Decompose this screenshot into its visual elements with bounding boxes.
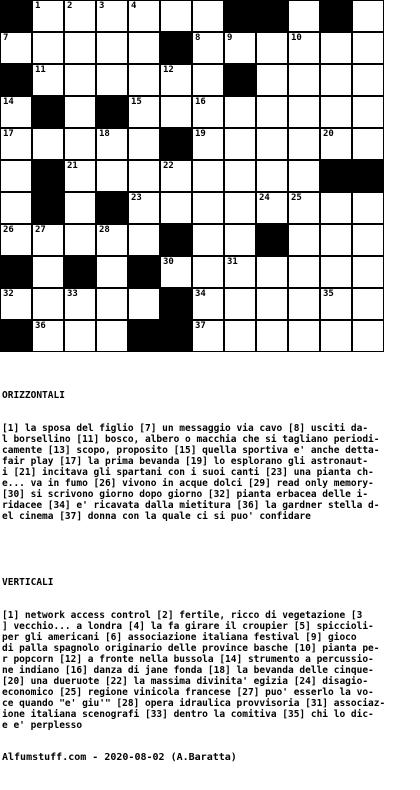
- clue-number: 24: [259, 193, 270, 203]
- black-cell: [64, 256, 96, 288]
- grid-cell[interactable]: [0, 224, 32, 256]
- clue-number: 14: [3, 97, 14, 107]
- across-heading: ORIZZONTALI: [2, 390, 65, 401]
- grid-cell[interactable]: [288, 192, 320, 224]
- clue-number: 28: [99, 225, 110, 235]
- grid-cell[interactable]: [352, 64, 384, 96]
- clue-number: 7: [3, 33, 9, 43]
- grid-cell[interactable]: [64, 64, 96, 96]
- grid-cell[interactable]: [96, 320, 128, 352]
- clue-line: [20] una dueruote [22] la massima divinita' egizia [24] disagio-: [2, 676, 369, 687]
- grid-cell[interactable]: [160, 96, 192, 128]
- crossword-grid: [0, 0, 354, 354]
- down-clues: [2, 610, 418, 731]
- grid-cell[interactable]: [288, 96, 320, 128]
- grid-cell[interactable]: [64, 0, 96, 32]
- grid-cell[interactable]: [288, 128, 320, 160]
- grid-cell[interactable]: [32, 256, 64, 288]
- clue-line: [1] la sposa del figlio [7] un messaggio via cavo [8] usciti da-: [2, 423, 369, 434]
- grid-cell[interactable]: [0, 128, 32, 160]
- black-cell: [160, 128, 192, 160]
- grid-cell[interactable]: [192, 0, 224, 32]
- clue-line: di palla spagnolo originario delle province basche [10] pianta pe-: [2, 643, 380, 654]
- black-cell: [160, 32, 192, 64]
- clue-number: 11: [35, 65, 46, 75]
- black-cell: [320, 160, 352, 192]
- grid-cell[interactable]: [32, 128, 64, 160]
- footer-credit: Alfumstuff.com - 2020-08-02 (A.Baratta): [2, 752, 237, 763]
- grid-cell[interactable]: [352, 32, 384, 64]
- clue-line: r popcorn [12] a fronte nella bussola [14] strumento a percussio-: [2, 654, 374, 665]
- black-cell: [32, 96, 64, 128]
- grid-cell[interactable]: [288, 64, 320, 96]
- clue-number: 35: [323, 289, 334, 299]
- grid-cell[interactable]: [96, 0, 128, 32]
- clue-line: e... va in fumo [26] vivono in acque dolci [29] read only memory-: [2, 478, 374, 489]
- grid-cell[interactable]: [288, 288, 320, 320]
- grid-cell[interactable]: [288, 224, 320, 256]
- clue-line: per gli americani [6] associazione italiana festival [9] gioco: [2, 632, 357, 643]
- black-cell: [32, 160, 64, 192]
- clue-number: 6: [323, 1, 329, 11]
- grid-cell[interactable]: [128, 192, 160, 224]
- clue-line: ] vecchio... a londra [4] la fa girare il croupier [5] spiccioli-: [2, 621, 374, 632]
- grid-cell[interactable]: [320, 128, 352, 160]
- grid-cell[interactable]: [64, 160, 96, 192]
- black-cell: [256, 224, 288, 256]
- grid-cell[interactable]: [256, 128, 288, 160]
- grid-cell[interactable]: [224, 224, 256, 256]
- grid-cell[interactable]: [320, 256, 352, 288]
- grid-cell[interactable]: [32, 320, 64, 352]
- clue-number: 15: [131, 97, 142, 107]
- grid-cell[interactable]: [352, 128, 384, 160]
- clues-panel: [2, 368, 418, 742]
- down-heading: VERTICALI: [2, 577, 54, 588]
- clue-line: [30] si scrivono giorno dopo giorno [32] pianta erbacea delle i-: [2, 489, 369, 500]
- grid-cell[interactable]: [288, 320, 320, 352]
- clue-number: 19: [195, 129, 206, 139]
- grid-cell[interactable]: [32, 224, 64, 256]
- clue-number: 18: [99, 129, 110, 139]
- clue-number: 13: [227, 65, 238, 75]
- grid-cell[interactable]: [352, 320, 384, 352]
- across-clues: [2, 423, 418, 522]
- grid-cell[interactable]: [352, 192, 384, 224]
- clue-number: 32: [3, 289, 14, 299]
- clue-line: ce quando "e' giu'" [28] opera idraulica provvisoria [31] associaz-: [2, 698, 386, 709]
- grid-cell[interactable]: [128, 0, 160, 32]
- clue-number: 10: [291, 33, 302, 43]
- grid-cell[interactable]: [32, 32, 64, 64]
- clue-number: 30: [163, 257, 174, 267]
- clue-number: 26: [3, 225, 14, 235]
- grid-cell[interactable]: [128, 128, 160, 160]
- black-cell: [256, 0, 288, 32]
- grid-cell[interactable]: [320, 64, 352, 96]
- grid-cell[interactable]: [0, 32, 32, 64]
- black-cell: [96, 192, 128, 224]
- clue-number: 9: [227, 33, 233, 43]
- grid-cell[interactable]: [64, 224, 96, 256]
- grid-cell[interactable]: [256, 256, 288, 288]
- black-cell: [0, 0, 32, 32]
- grid-cell[interactable]: [64, 192, 96, 224]
- grid-cell[interactable]: [64, 320, 96, 352]
- grid-cell[interactable]: [224, 192, 256, 224]
- grid-cell[interactable]: [64, 96, 96, 128]
- grid-cell[interactable]: [320, 224, 352, 256]
- clue-number: 16: [195, 97, 206, 107]
- grid-cell[interactable]: [256, 288, 288, 320]
- grid-cell[interactable]: [64, 288, 96, 320]
- grid-cell[interactable]: [192, 128, 224, 160]
- grid-cell[interactable]: [160, 256, 192, 288]
- black-cell: [0, 256, 32, 288]
- clue-line: ne indiano [16] danza di jane fonda [18] la bevanda delle cinque-: [2, 665, 374, 676]
- clue-number: 2: [67, 1, 73, 11]
- black-cell: [160, 224, 192, 256]
- clue-line: [1] network access control [2] fertile, ricco di vegetazione [3: [2, 610, 363, 621]
- grid-cell[interactable]: [288, 160, 320, 192]
- grid-cell[interactable]: [224, 160, 256, 192]
- grid-cell[interactable]: [320, 96, 352, 128]
- grid-cell[interactable]: [96, 64, 128, 96]
- grid-cell[interactable]: [192, 160, 224, 192]
- grid-cell[interactable]: [160, 160, 192, 192]
- grid-cell[interactable]: [256, 160, 288, 192]
- grid-cell[interactable]: [0, 160, 32, 192]
- black-cell: [0, 320, 32, 352]
- grid-cell[interactable]: [192, 96, 224, 128]
- grid-cell[interactable]: [192, 64, 224, 96]
- clue-line: ridacee [34] e' ricavata dalla mietitura [36] la gardner stella d-: [2, 500, 380, 511]
- black-cell: [128, 320, 160, 352]
- grid-cell[interactable]: [352, 288, 384, 320]
- grid-cell[interactable]: [160, 192, 192, 224]
- grid-cell[interactable]: [288, 256, 320, 288]
- grid-cell[interactable]: [192, 256, 224, 288]
- grid-cell[interactable]: [192, 192, 224, 224]
- grid-cell[interactable]: [128, 96, 160, 128]
- grid-cell[interactable]: [96, 32, 128, 64]
- grid-cell[interactable]: [96, 224, 128, 256]
- grid-cell[interactable]: [128, 224, 160, 256]
- grid-cell[interactable]: [96, 160, 128, 192]
- grid-cell[interactable]: [160, 0, 192, 32]
- grid-cell[interactable]: [256, 96, 288, 128]
- grid-cell[interactable]: [128, 288, 160, 320]
- grid-cell[interactable]: [352, 224, 384, 256]
- grid-cell[interactable]: [96, 256, 128, 288]
- grid-cell[interactable]: [256, 320, 288, 352]
- clue-number: 17: [3, 129, 14, 139]
- grid-cell[interactable]: [352, 96, 384, 128]
- clue-number: 36: [35, 321, 46, 331]
- black-cell: [160, 320, 192, 352]
- clue-number: 34: [195, 289, 206, 299]
- grid-cell[interactable]: [192, 32, 224, 64]
- black-cell: [224, 0, 256, 32]
- clue-line: ione italiana scenografi [33] dentro la comitiva [35] chi lo dic-: [2, 709, 374, 720]
- grid-cell[interactable]: [96, 128, 128, 160]
- grid-cell[interactable]: [32, 288, 64, 320]
- grid-cell[interactable]: [320, 320, 352, 352]
- grid-cell[interactable]: [224, 128, 256, 160]
- clue-number: 3: [99, 1, 105, 11]
- grid-cell[interactable]: [256, 64, 288, 96]
- grid-cell[interactable]: [224, 288, 256, 320]
- black-cell: [96, 96, 128, 128]
- clue-number: 21: [67, 161, 78, 171]
- clue-number: 20: [323, 129, 334, 139]
- black-cell: [32, 192, 64, 224]
- clue-line: camente [13] scopo, proposito [15] quella sportiva e' anche detta-: [2, 445, 380, 456]
- black-cell: [0, 64, 32, 96]
- grid-cell[interactable]: [224, 256, 256, 288]
- grid-cell[interactable]: [256, 32, 288, 64]
- clue-number: 8: [195, 33, 201, 43]
- clue-number: 5: [259, 1, 265, 11]
- clue-line: el cinema [37] donna con la quale ci si puo' confidare: [2, 511, 311, 522]
- grid-cell[interactable]: [320, 32, 352, 64]
- clue-number: 29: [259, 225, 270, 235]
- grid-cell[interactable]: [256, 192, 288, 224]
- grid-cell[interactable]: [192, 288, 224, 320]
- grid-cell[interactable]: [128, 64, 160, 96]
- black-cell: [352, 160, 384, 192]
- black-cell: [224, 64, 256, 96]
- grid-cell[interactable]: [32, 0, 64, 32]
- grid-cell[interactable]: [96, 288, 128, 320]
- grid-cell[interactable]: [352, 256, 384, 288]
- clue-number: 1: [35, 1, 41, 11]
- grid-cell[interactable]: [192, 320, 224, 352]
- clue-number: 25: [291, 193, 302, 203]
- clue-number: 33: [67, 289, 78, 299]
- clue-number: 31: [227, 257, 238, 267]
- grid-cell[interactable]: [288, 0, 320, 32]
- clue-number: 23: [131, 193, 142, 203]
- grid-cell[interactable]: [0, 192, 32, 224]
- black-cell: [320, 0, 352, 32]
- clue-number: 12: [163, 65, 174, 75]
- black-cell: [128, 256, 160, 288]
- grid-cell[interactable]: [0, 96, 32, 128]
- grid-cell[interactable]: [320, 288, 352, 320]
- grid-cell[interactable]: [64, 128, 96, 160]
- black-cell: [160, 288, 192, 320]
- clue-number: 27: [35, 225, 46, 235]
- clue-number: 22: [163, 161, 174, 171]
- grid-cell[interactable]: [320, 192, 352, 224]
- grid-cell[interactable]: [32, 64, 64, 96]
- grid-cell[interactable]: [128, 32, 160, 64]
- grid-cell[interactable]: [352, 0, 384, 32]
- grid-cell[interactable]: [192, 224, 224, 256]
- grid-cell[interactable]: [128, 160, 160, 192]
- grid-cell[interactable]: [160, 64, 192, 96]
- grid-cell[interactable]: [64, 32, 96, 64]
- clue-line: i [21] incitava gli spartani con i suoi canti [23] una pianta ch-: [2, 467, 374, 478]
- clue-number: 4: [131, 1, 137, 11]
- clue-line: l borsellino [11] bosco, albero o macchia che si tagliano periodi-: [2, 434, 380, 445]
- clue-line: fair play [17] la prima bevanda [19] lo esplorano gli astronaut-: [2, 456, 369, 467]
- clue-line: e e' perplesso: [2, 720, 83, 731]
- grid-cell[interactable]: [224, 96, 256, 128]
- grid-cell[interactable]: [224, 320, 256, 352]
- grid-cell[interactable]: [288, 32, 320, 64]
- grid-cell[interactable]: [0, 288, 32, 320]
- clue-number: 37: [195, 321, 206, 331]
- clue-line: economico [25] regione vinicola francese [27] puo' esserlo la vo-: [2, 687, 374, 698]
- grid-cell[interactable]: [224, 32, 256, 64]
